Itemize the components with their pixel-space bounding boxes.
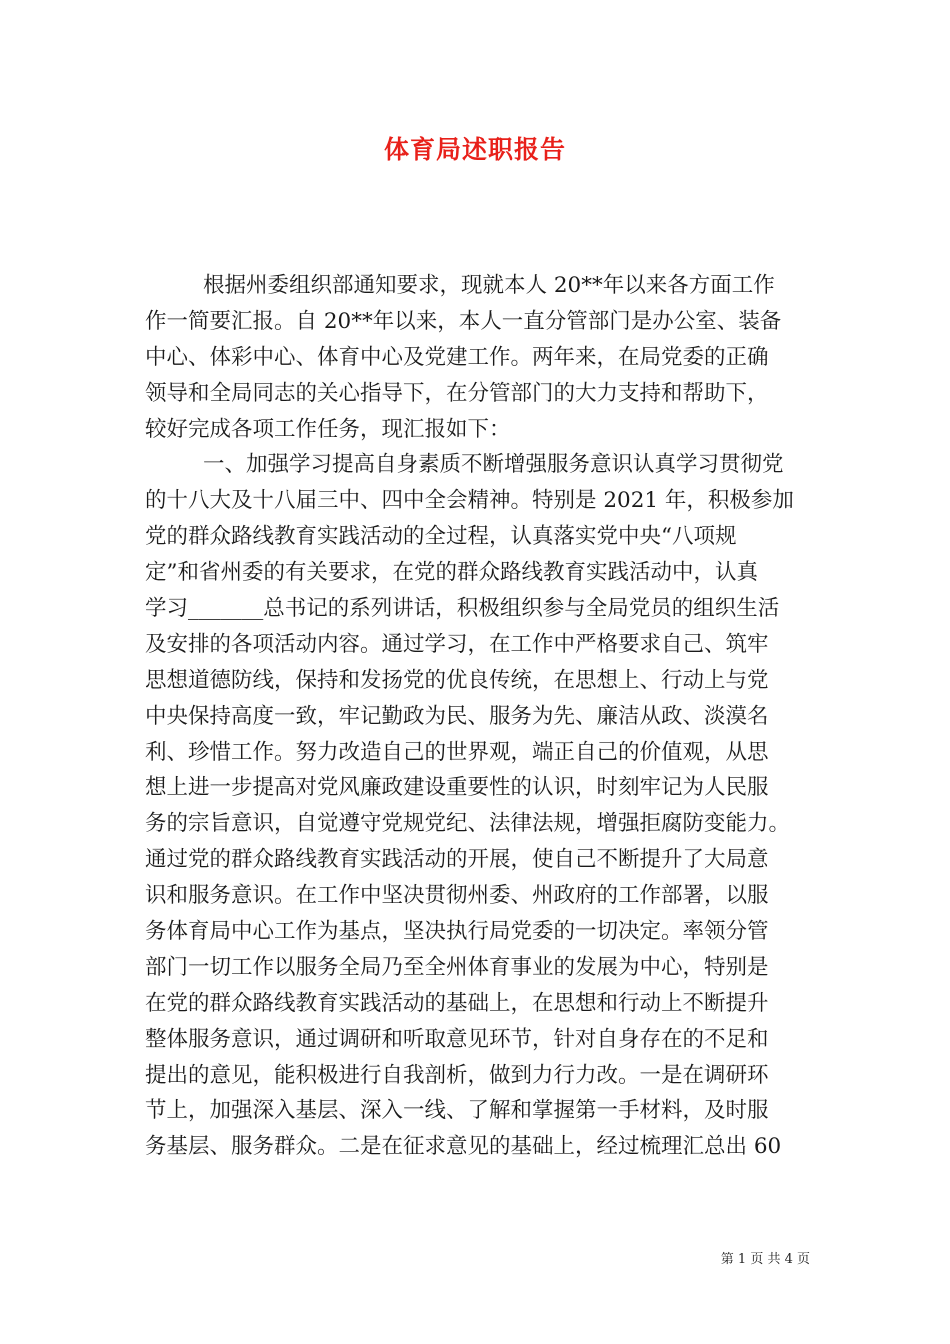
body-line: 整体服务意识，通过调研和听取意见环节，针对自身存在的不足和 — [145, 1026, 769, 1052]
body-line: 中心、体彩中心、体育中心及党建工作。两年来，在局党委的正确 — [145, 344, 769, 370]
body-line: 根据州委组织部通知要求，现就本人 20**年以来各方面工作 — [203, 273, 775, 298]
body-line: 务基层、服务群众。二是在征求意见的基础上，经过梳理汇总出 60 — [145, 1134, 782, 1160]
document-body — [145, 268, 805, 1165]
body-line: 较好完成各项工作任务，现汇报如下： — [145, 416, 511, 442]
body-line: 的十八大及十八届三中、四中全会精神。特别是 2021 年，积极参加 — [145, 488, 794, 514]
body-line: 提出的意见，能积极进行自我剖析，做到力行力改。一是在调研环 — [145, 1062, 769, 1088]
body-line: 通过党的群众路线教育实践活动的开展，使自己不断提升了大局意 — [145, 847, 769, 873]
body-line: 想上进一步提高对党风廉政建设重要性的认识，时刻牢记为人民服 — [145, 775, 769, 801]
body-line: 领导和全局同志的关心指导下，在分管部门的大力支持和帮助下， — [145, 380, 769, 406]
document-title: 体育局述职报告 — [383, 135, 566, 164]
body-line: 一、加强学习提高自身素质不断增强服务意识认真学习贯彻党 — [203, 452, 784, 478]
body-line: 识和服务意识。在工作中坚决贯彻州委、州政府的工作部署，以服 — [145, 883, 769, 909]
body-line: 学习_______总书记的系列讲话，积极组织参与全局党员的组织生活 — [145, 596, 780, 622]
body-line: 定”和省州委的有关要求，在党的群众路线教育实践活动中，认真 — [145, 560, 758, 586]
body-line: 利、珍惜工作。努力改造自己的世界观，端正自己的价值观，从思 — [145, 739, 769, 765]
body-line: 中央保持高度一致，牢记勤政为民、服务为先、廉洁从政、淡漠名 — [145, 703, 769, 729]
body-line: 作一简要汇报。自 20**年以来，本人一直分管部门是办公室、装备 — [145, 308, 782, 334]
body-line: 思想道德防线，保持和发扬党的优良传统，在思想上、行动上与党 — [145, 667, 769, 693]
body-line: 党的群众路线教育实践活动的全过程，认真落实党中央“八项规 — [145, 524, 737, 550]
body-line: 务体育局中心工作为基点，坚决执行局党委的一切决定。率领分管 — [145, 919, 769, 945]
body-line: 节上，加强深入基层、深入一线、了解和掌握第一手材料，及时服 — [145, 1098, 769, 1124]
body-line: 及安排的各项活动内容。通过学习，在工作中严格要求自己、筑牢 — [145, 631, 769, 657]
body-line: 在党的群众路线教育实践活动的基础上，在思想和行动上不断提升 — [145, 990, 769, 1016]
body-line: 务的宗旨意识，自觉遵守党规党纪、法律法规，增强拒腐防变能力。 — [145, 811, 791, 837]
body-line: 部门一切工作以服务全局乃至全州体育事业的发展为中心，特别是 — [145, 954, 769, 980]
page-indicator: 第 1 页 共 4 页 — [720, 1252, 810, 1267]
